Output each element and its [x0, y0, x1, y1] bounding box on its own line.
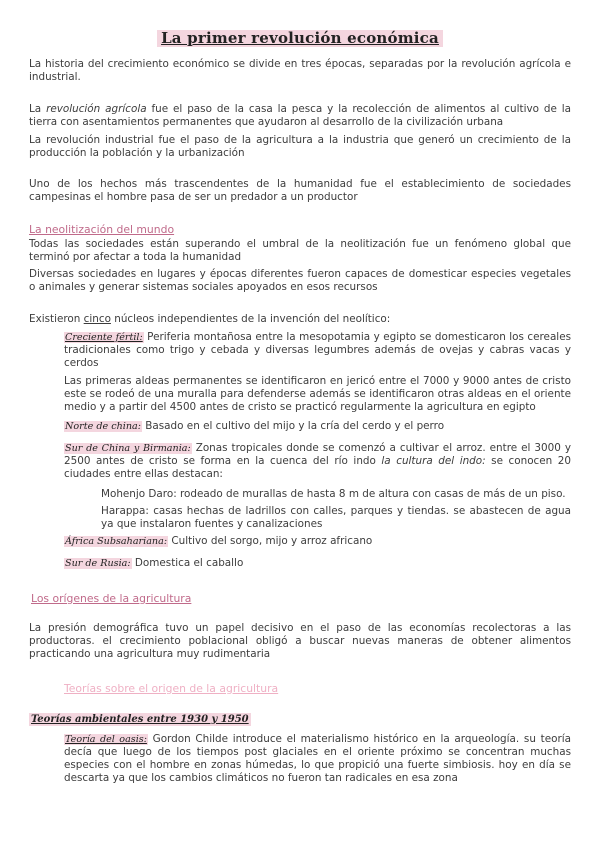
origins-paragraph-1: La presión demográfica tuvo un papel decisivo en el paso de las economías recolectoras a las productoras. el crecimiento poblacional obligó a buscar nuevas maneras de obtener alimentos practicando una agricultura muy rudimentaria	[29, 622, 571, 660]
theory-oasis-paragraph	[64, 733, 571, 785]
nucleus-norte-de-china	[64, 420, 571, 433]
city-mohenjo-daro: Mohenjo Daro: rodeado de murallas de hasta 8 m de altura con casas de más de un piso.	[101, 488, 566, 500]
subheading-teorias-ambientales: Teorías ambientales entre 1930 y 1950	[31, 714, 249, 725]
oasis-text: Gordon Childe introduce el materialismo histórico en la arqueología. su teoría decía que luego de los tiempos post glaciales en el oriente próximo se concentran muchas especies con el hombre en zonas húmedas, lo que propició una fuerte simbiosis. hoy en día se descarta ya que los cambios climáticos no fueron tan radicales en esa zona	[64, 733, 571, 784]
city-harappa: Harappa: casas hechas de ladrillos con calles, parques y tiendas. se abastecen de agua ya que instalaron fuentes y canalizaciones	[101, 505, 571, 530]
rusia-text: Domestica el caballo	[131, 557, 244, 569]
africa-text: Cultivo del sorgo, mijo y arroz africano	[168, 535, 373, 547]
intro-p2-prefix: La	[29, 103, 47, 115]
intro-paragraph-4: Uno de los hechos más trascendentes de la humanidad fue el establecimiento de sociedades campesinas el hombre pasa de ser un predador a un productor	[29, 178, 571, 203]
p3-rest: núcleos independientes de la invención del neolítico:	[110, 313, 391, 325]
intro-p2-rest: fue el paso de la casa la pesca y la recolección de alimentos al cultivo de la tierra con asentamientos permanentes que ayudaron al desarrollo de la civilización urbana	[29, 103, 571, 128]
creciente-text: Periferia montañosa entre la mesopotamia y egipto se domesticaron los cereales tradicionales como trigo y cebada y diversas legumbres además de ovejas y cabras vacas y cerdos	[64, 331, 571, 369]
sur-china-text-1: Zonas tropicales donde se comenzó a cultivar el arroz. entre el 3000 y 2500 antes de cristo se forma en la cuenca del río indo	[64, 442, 571, 467]
nucleus-aldeas-paragraph: Las primeras aldeas permanentes se identificaron en jericó entre el 7000 y 9000 antes de cristo este se rodeó de una muralla para defenderse además se identificaron otras aldeas en el oriente medio y a partir del 4500 antes de cristo se practicó regularmente la agricultura en egipto	[64, 375, 571, 413]
africa-label: África Subsahariana:	[65, 536, 168, 547]
intro-paragraph-3: La revolución industrial fue el paso de la agricultura a la industria que generó un crecimiento de la producción la población y la urbanización	[29, 134, 571, 159]
nucleus-sur-de-rusia	[64, 557, 571, 570]
creciente-label: Creciente fértil:	[65, 332, 143, 343]
nucleus-sur-de-china	[64, 442, 571, 481]
page-title	[0, 30, 600, 47]
page-title-text: La primer revolución económica	[157, 30, 443, 47]
norte-text: Basado en el cultivo del mijo y la cría del cerdo y el perro	[141, 420, 445, 432]
rusia-label: Sur de Rusia:	[65, 558, 131, 569]
oasis-label: Teoría del oasis:	[65, 734, 147, 745]
intro-p2-emphasis: revolución agrícola	[46, 103, 147, 115]
intro-paragraph-1: La historia del crecimiento económico se divide en tres épocas, separadas por la revolución agrícola e industrial.	[29, 58, 571, 83]
nucleus-creciente-fertil	[64, 331, 571, 370]
sur-china-text-2: se conocen 20 ciudades entre ellas destacan:	[64, 455, 572, 480]
section-heading-neolitizacion: La neolitización del mundo	[29, 223, 175, 236]
sur-china-label: Sur de China y Birmania:	[65, 443, 191, 454]
neolithization-paragraph-3	[29, 313, 571, 326]
section-heading-origenes: Los orígenes de la agricultura	[31, 592, 192, 605]
neolithization-paragraph-1: Todas las sociedades están superando el umbral de la neolitización fue un fenómeno global que terminó por afectar a toda la humanidad	[29, 238, 571, 263]
p3-prefix: Existieron	[29, 313, 84, 325]
subheading-teorias-origen: Teorías sobre el origen de la agricultura	[64, 682, 279, 695]
sur-china-emphasis: la cultura del indo:	[381, 455, 486, 467]
neolithization-paragraph-2: Diversas sociedades en lugares y épocas diferentes fueron capaces de domesticar especies vegetales o animales y generar sistemas sociales apoyados en esos recursos	[29, 268, 571, 293]
intro-paragraph-2	[29, 103, 571, 129]
p3-underlined-count: cinco	[83, 313, 111, 325]
nucleus-africa-subsahariana	[64, 535, 571, 548]
norte-label: Norte de china:	[65, 421, 141, 432]
